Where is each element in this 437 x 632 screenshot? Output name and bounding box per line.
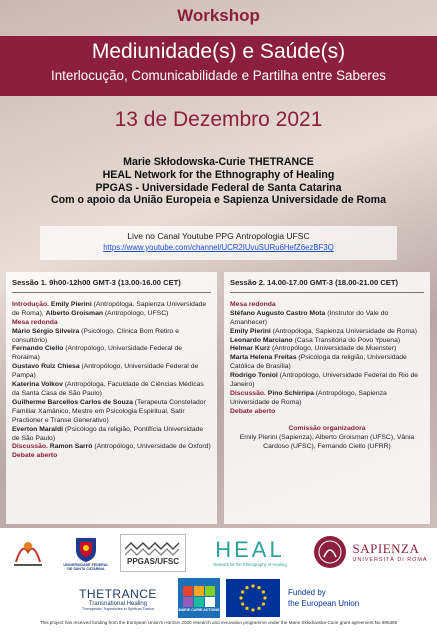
partner-line: Com o apoio da União Europeia e Sapienza Universidade de Roma [51, 194, 386, 207]
sapienza-text [353, 541, 428, 563]
speaker-affiliation: (Antropólogo, Universidade de Oxford) [94, 443, 211, 451]
speaker-affiliation: (Psicóloga da religião, Universidade Católica de Brasília) [230, 354, 407, 371]
round-table-label: Mesa redonda [230, 300, 276, 308]
thetrance-logo [70, 580, 166, 618]
speaker-name: Stéfano Augusto Castro Mota [230, 309, 326, 317]
eu-funding-line: Funded by [288, 588, 326, 597]
speaker-affiliation: (Antropólogo, Universidade de Muenster) [271, 345, 397, 353]
discussion-item [12, 443, 211, 452]
session-2-panel [224, 272, 430, 524]
sapienza-seal-icon [313, 535, 347, 569]
round-table-label: Mesa redonda [12, 318, 58, 326]
speaker-affiliation: (Psicólogo, Clínica Bom Retiro e consultório) [12, 327, 179, 344]
speaker-item [230, 354, 424, 372]
partner-line: HEAL Network for the Ethnography of Healing [102, 168, 335, 181]
discussion-item [230, 390, 424, 408]
speaker-affiliation: (Antropóloga, Sapienza Universidade de Roma) [272, 327, 418, 335]
title-band [0, 36, 437, 96]
ufsc-name-line: UNIVERSIDADE FEDERAL [63, 562, 109, 567]
ppgas-pattern-icon [125, 541, 181, 557]
speaker-item [230, 372, 424, 390]
speaker-name: Everton Maraldi [12, 425, 63, 433]
speaker-name: Guilherme Barcellos Carlos de Souza [12, 398, 133, 406]
speaker-item [230, 337, 424, 346]
speaker-affiliation: (Instrutor do Vale do Amanhecer) [230, 309, 389, 326]
speaker-item [12, 381, 211, 399]
partner-list [0, 156, 437, 207]
thetrance-wordmark: THETRANCE [79, 587, 157, 601]
sapienza-subtitle: UNIVERSITÀ DI ROMA [352, 557, 428, 563]
msca-logo [178, 578, 220, 618]
session-1-panel [6, 272, 217, 524]
thetrance-tagline: Transnational Healing [88, 601, 148, 607]
speaker-name: Katerina Volkov [12, 381, 63, 389]
ufsc-name-line: DE SANTA CATARINA [67, 567, 105, 571]
heal-tagline: Network for the Ethnography of Healing [213, 561, 287, 567]
speaker-affiliation: (Antropólogo, Universidade Federal do Rio de Janeiro) [230, 372, 419, 389]
speaker-name: Ramon Sarró [49, 443, 93, 451]
partner-line: Marie Skłodowska-Curie THETRANCE [123, 156, 314, 168]
speaker-affiliation: (Antropóloga, Sapienza Universidade de Roma), [12, 300, 207, 317]
committee-label: Comissão organizadora [288, 424, 366, 432]
eu-funding-text [288, 587, 359, 609]
msca-text [179, 608, 220, 612]
youtube-link[interactable]: https://www.youtube.com/channel/UCR2IUvuSURu6HefZ6ezBF3Q [103, 243, 334, 252]
intro-paragraph [12, 301, 211, 319]
sapienza-logo [306, 532, 434, 572]
speaker-affiliation: (Antropóloga, Faculdade de Ciências Médicas da Santa Casa de São Paulo) [12, 381, 204, 397]
speaker-item [12, 363, 211, 381]
speaker-name: Emily Pierini [50, 300, 92, 308]
workshop-label: Workshop [177, 6, 260, 25]
speaker-item [12, 328, 211, 346]
speaker-name: Helmar Kurz [230, 345, 271, 353]
eu-logo [226, 578, 396, 618]
ufsc-name [63, 563, 108, 572]
speaker-affiliation: (Antropólogo, Sapienza Universidade de Roma) [230, 389, 387, 406]
speaker-affiliation: (Antropólogo, Universidade Federal de Pampa) [12, 363, 199, 380]
intro-label: Introdução. [12, 300, 50, 308]
speaker-name: Rodrigo Toniol [230, 372, 278, 380]
msca-line: MARIE CURIE [178, 608, 203, 612]
session-2-title: Sessão 2. 14.00-17.00 GMT-3 (18.00-21.00 CET) [230, 272, 424, 293]
speaker-item [230, 345, 424, 354]
speaker-affiliation: (Antropólogo, Universidade Federal de Roraima) [12, 345, 182, 362]
sapienza-wordmark: SAPIENZA [352, 541, 420, 556]
speaker-name: Gustavo Ruiz Chiesa [12, 363, 80, 371]
discussion-label: Discussão. [230, 389, 266, 397]
speaker-item [230, 328, 424, 337]
heal-logo [200, 530, 300, 574]
speaker-item [230, 310, 424, 328]
institute-logo [6, 534, 50, 572]
partner-line: PPGAS - Universidade Federal de Santa Catarina [95, 181, 342, 194]
msca-line: ACTIONS [203, 608, 220, 612]
speaker-affiliation: (Terapeuta Constelador Familiar Xamânico, Mestre em Psicologia Espiritual, Satir Practioner e Transe Generativo) [12, 398, 206, 424]
msca-pattern-icon [181, 584, 217, 608]
logo-strip [0, 528, 437, 632]
ufsc-logo [58, 530, 114, 576]
event-subtitle: Interlocução, Comunicabilidade e Partilha entre Saberes [51, 68, 386, 83]
speaker-affiliation: (Psicólogo da religião, Pontifícia Universidade de São Paulo) [12, 425, 204, 442]
debate-label: Debate aberto [12, 452, 58, 460]
ufsc-crest-icon [73, 535, 99, 563]
speaker-item [12, 399, 211, 426]
event-date: 13 de Dezembro 2021 [114, 108, 323, 131]
session-1-title: Sessão 1. 9h00-12h00 GMT-3 (13.00-16.00 CET) [12, 272, 211, 293]
live-box [40, 226, 397, 260]
committee-members: Emily Pierini (Sapienza), Alberto Groisman (UFSC), Vânia Cardoso (UFSC), Fernando Ciello (UFRR) [239, 433, 415, 450]
live-text: Live no Canal Youtube PPG Antropologia UFSC [127, 231, 310, 241]
speaker-name: Fernando Ciello [12, 345, 64, 353]
eu-funding-line: the European Union [288, 599, 360, 608]
debate-label: Debate aberto [230, 407, 276, 415]
heal-wordmark: HEAL [215, 536, 285, 562]
speaker-name: Mário Sérgio Silveira [12, 327, 80, 335]
institute-logo-icon [8, 536, 48, 570]
speaker-name: Emily Pierini [230, 327, 271, 335]
speaker-item [12, 426, 211, 444]
speaker-name: Pino Schirripa [267, 389, 314, 397]
speaker-name: Leonardo Marciano [230, 336, 293, 344]
speaker-affiliation: (Antropólogo, UFSC) [104, 309, 169, 317]
discussion-label: Discussão. [12, 443, 48, 451]
speaker-name: Alberto Groisman [45, 309, 104, 317]
ppgas-logo [120, 534, 186, 572]
speaker-item [12, 345, 211, 363]
event-title: Mediunidade(s) e Saúde(s) [91, 40, 346, 63]
speaker-affiliation: (Casa Transitória do Povo Ypuena) [294, 336, 401, 344]
thetrance-tagline-2: Therapeutic Trajectories in Spiritual Trance [81, 607, 155, 611]
speaker-name: Marta Helena Freitas [230, 354, 297, 362]
funding-notice: This project has received funding from the European Union's Horizon 2020 research and innovation programme under the Marie Skłodowska-Curie grant agreement No 895395 [39, 620, 398, 625]
eu-flag-icon [226, 579, 280, 617]
ppgas-name: PPGAS/UFSC [126, 556, 179, 566]
